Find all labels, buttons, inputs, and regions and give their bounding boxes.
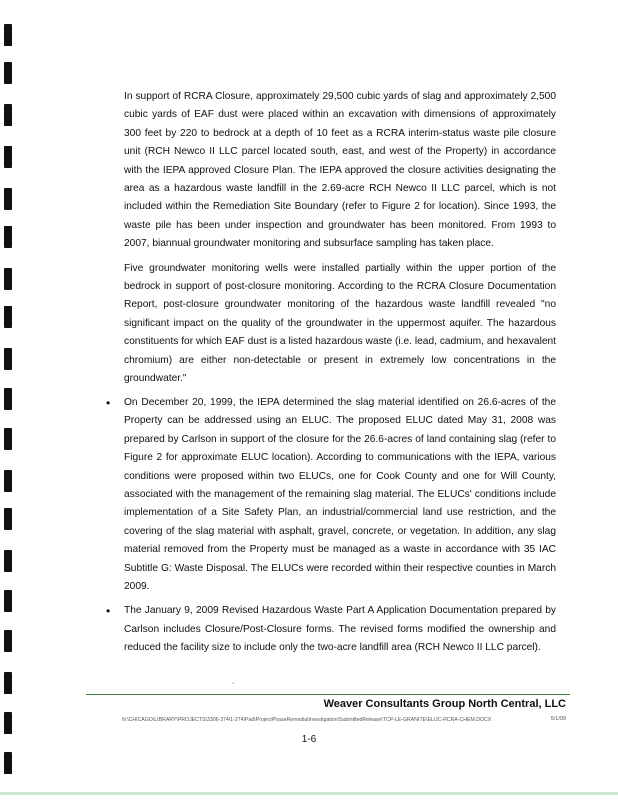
list-item — [106, 394, 556, 596]
footer-file-path: N:\CHICAGO\LIBRARY\PROJECTS\3306-374\1-274\Pad\ProjectPhaseRemedialInvestigation\SubmittedRelease\TCP-LE-GRANITE\ELUC-RCRA-CHEM.DOCX — [122, 717, 492, 723]
footer-company: Weaver Consultants Group North Central, LLC — [323, 698, 566, 710]
stray-mark: ` — [232, 682, 235, 691]
paragraph-rcra-closure: In support of RCRA Closure, approximately 29,500 cubic yards of slag and approximately 2,500 cubic yards of EAF dust were placed within an excavation with dimensions of approximately 300 feet by 220 to bedrock at a depth of 10 feet as a RCRA interim-status waste pile closure unit (RCH Newco II LLC parcel located south, east, and west of the Property) in accordance with the IEPA approved Closure Plan. The IEPA approved the closure activities designating the area as a hazardous waste landfill in the 2.69-acre RCH Newco II LLC parcel, which is not included within the Remediation Site Boundary (refer to Figure 2 for location). Since 1993, the waste pile has been under inspection and groundwater has been monitored. From 1993 to 2007, biannual groundwater monitoring and subsurface sampling has taken place. — [124, 91, 556, 250]
footer-divider — [86, 694, 570, 695]
paragraph-groundwater-wells: Five groundwater monitoring wells were installed partially within the upper portion of the bedrock in support of post-closure monitoring. According to the RCRA Closure Documentation Report, post-closure groundwater monitoring of the hazardous waste landfill revealed "no significant impact on the quality of the groundwater in the uppermost aquifer. The hazardous constituents for which EAF dust is a listed hazardous waste (i.e. lead, cadmium, and hexavalent chromium) are either non-detectable or present in extremely low concentrations in the groundwater." — [124, 262, 556, 385]
bullet-text: The January 9, 2009 Revised Hazardous Waste Part A Application Documentation prepared by Carlson includes Closure/Post-Closure forms. The revised forms modified the ownership and reduced the facility size to include only the two-acre landfill area (RCH Newco II LLC parcel). — [124, 605, 556, 654]
bullet-icon: • — [106, 396, 111, 410]
list-item — [106, 602, 556, 657]
bullet-text: On December 20, 1999, the IEPA determined the slag material identified on 26.6-acres of the Property can be addressed using an ELUC. The proposed ELUC dated May 31, 2008 was prepared by Carlson in support of the closure for the 26.6-acres of land containing slag (refer to Figure 2 for approximate ELUC location). According to communications with the IEPA, various conditions were proposed within two ELUCs, one for Cook County and one for Will County, associated with the management of the remaining slag material. The ELUCs' conditions include implementation of a Site Safety Plan, an industrial/commercial land use restriction, and the covering of the slag material with asphalt, gravel, concrete, or vegetation. In addition, any slag material removed from the Property must be managed as a waste in accordance with 35 IAC Subtitle G: Waste Disposal. The ELUCs were recorded within their respective counties in March 2009. — [124, 397, 556, 593]
bullet-icon: • — [106, 604, 111, 619]
body-text — [124, 88, 556, 395]
bullet-list — [106, 394, 556, 664]
punch-hole-strip — [4, 0, 14, 800]
page-number: 1-6 — [301, 734, 317, 745]
footer-date: 5/1/09 — [550, 716, 566, 722]
bottom-border — [0, 792, 618, 795]
